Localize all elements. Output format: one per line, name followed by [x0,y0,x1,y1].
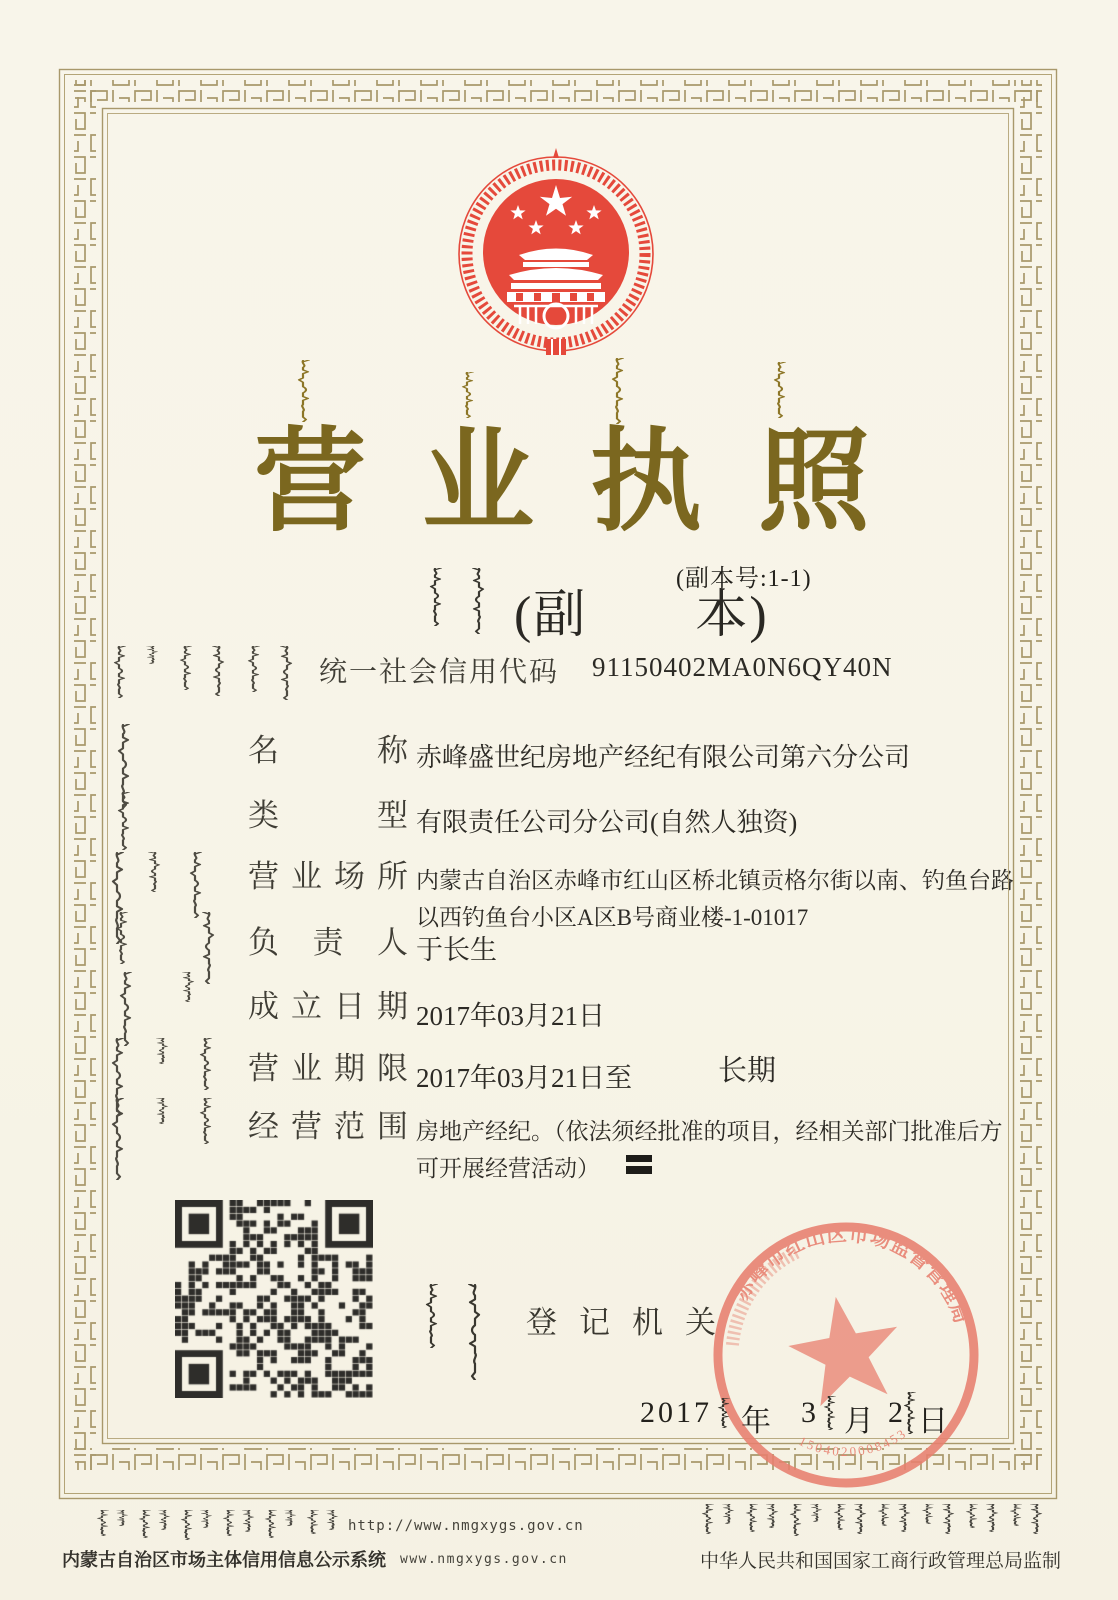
mongolian-script-icon [296,360,310,422]
mongolian-script-icon [772,362,786,418]
seal-star-icon [781,1287,908,1409]
copy-number: (副本号:1-1) [676,566,812,592]
field-value-establish-date: 2017年03月21日 [416,1001,605,1031]
issue-date-month: 3 [801,1396,816,1429]
document-title: 营业执照 [254,419,926,544]
mongolian-script-icon [118,972,196,1046]
mongolian-script-icon [610,358,624,424]
registrar-label: 登记机关 [526,1305,716,1340]
issue-date-month-unit: 月 [844,1405,874,1438]
official-seal [703,1212,989,1498]
footer-right-issuer: 中华人民共和国国家工商行政管理总局监制 [700,1551,1062,1572]
field-value-person: 于长生 [416,935,497,965]
national-emblem-icon [456,146,656,366]
footer-left-system-name: 内蒙古自治区市场主体信用信息公示系统 [62,1550,386,1570]
field-value-line: 可开展经营活动） [416,1156,600,1181]
mongolian-script-icon [460,372,474,418]
mongolian-script-icon [424,1284,482,1380]
mongolian-script-icon [116,792,130,850]
subtitle-copy: (副 本) [514,587,769,644]
mongolian-script-icon [902,1392,916,1434]
field-label-establish-date: 成立日期 [248,989,408,1024]
field-label-scope: 经营范围 [248,1109,408,1144]
mongolian-script-icon [95,1510,340,1540]
field-value-line: 内蒙古自治区赤峰市红山区桥北镇贡格尔街以南、钓鱼台路 [416,868,1014,893]
issue-date-year-unit: 年 [741,1405,771,1438]
issue-date-day: 2 [888,1396,903,1429]
field-label-premises: 营业场所 [248,859,408,894]
field-value-term-longterm: 长期 [718,1055,777,1087]
mongolian-script-icon [716,1398,730,1428]
mongolian-script-icon [822,1396,836,1430]
issue-date-day-unit: 日 [918,1405,948,1438]
issue-date-year: 2017 [640,1396,712,1429]
field-label-name: 名称 [248,733,408,768]
mongolian-script-icon [700,1504,1044,1536]
field-label-type: 类型 [248,798,408,833]
footer-left-url-top: http://www.nmgxygs.gov.cn [348,1518,584,1534]
footer-left-url-bottom: www.nmgxygs.gov.cn [400,1552,568,1567]
scope-end-mark [626,1155,652,1174]
field-value-line: 房地产经纪。（依法须经批准的项目，经相关部门批准后方 [416,1119,1003,1144]
field-label-person: 负责人 [248,925,408,960]
field-value-type: 有限责任公司分公司(自然人独资) [416,808,798,837]
credit-code-value: 91150402MA0N6QY40N [592,652,893,682]
field-value-line: 以西钓鱼台小区A区B号商业楼-1-01017 [416,905,809,930]
field-label-term: 营业期限 [248,1051,408,1086]
mongolian-script-icon [112,646,294,700]
seal-agency-text: 赤峰市红山区市场监督管理局 [730,1223,973,1328]
seal-serial-text: 1504020008453 [796,1424,910,1460]
credit-code-label: 统一社会信用代码 [319,656,560,687]
mongolian-script-icon [428,568,486,634]
field-value-name: 赤峰盛世纪房地产经纪有限公司第六分公司 [416,743,911,772]
mongolian-script-icon [110,1098,212,1180]
field-value-term: 2017年03月21日至 [416,1063,632,1093]
